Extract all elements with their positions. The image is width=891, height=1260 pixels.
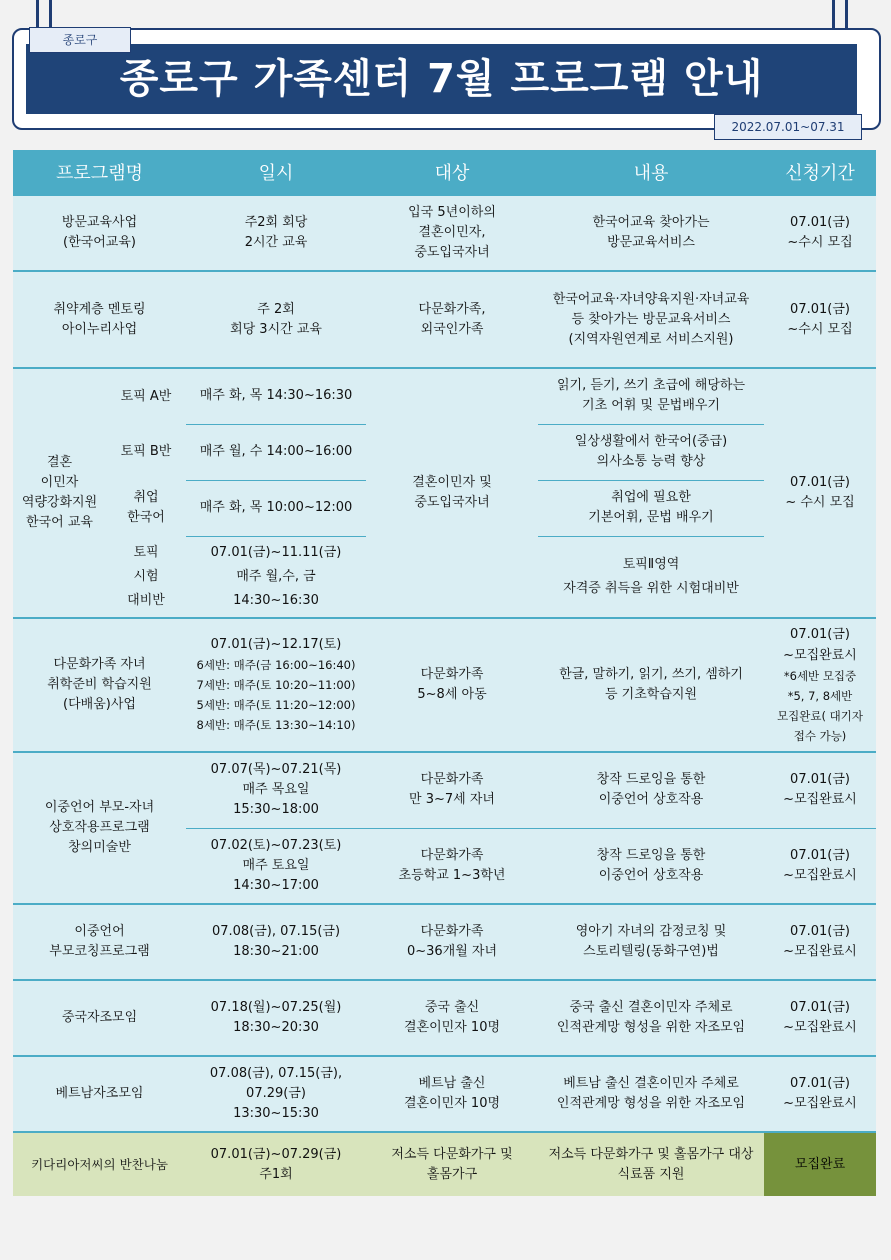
table-row	[13, 271, 876, 368]
program-time: 07.01(금)~11.11(금) 매주 월,수, 금 14:30~16:30	[186, 536, 366, 618]
program-period: 07.01(금) ~모집완료시	[764, 752, 876, 828]
program-time: 주2회 회당 2시간 교육	[186, 195, 366, 271]
col-header-time: 일시	[186, 150, 366, 195]
program-content: 취업에 필요한 기본어휘, 문법 배우기	[538, 480, 764, 536]
col-header-content: 내용	[538, 150, 764, 195]
table-row	[13, 195, 876, 271]
program-content: 창작 드로잉을 통한 이중언어 상호작용	[538, 752, 764, 828]
program-content: 저소득 다문화가구 및 홀몸가구 대상 식료품 지원	[538, 1132, 764, 1196]
program-period: 07.01(금) ~모집완료시 *6세반 모집중 *5, 7, 8세반 모집완료( 대기자 접수 가능)	[764, 618, 876, 752]
table-row	[13, 618, 876, 752]
col-header-name: 프로그램명	[13, 150, 186, 195]
program-target: 저소득 다문화가구 및 홀몸가구	[366, 1132, 538, 1196]
program-target: 다문화가족, 외국인가족	[366, 271, 538, 368]
status-badge: 모집완료	[764, 1132, 876, 1196]
program-time: 주 2회 회당 3시간 교육	[186, 271, 366, 368]
program-period: 07.01(금) ~모집완료시	[764, 980, 876, 1056]
program-name: 이중언어 부모코칭프로그램	[13, 904, 186, 980]
program-target: 다문화가족 0~36개월 자녀	[366, 904, 538, 980]
program-table	[13, 150, 876, 1196]
sub-class-name: 토픽 B반	[106, 424, 186, 480]
program-time: 07.01(금)~12.17(토) 6세반: 매주(금 16:00~16:40) 7세반: 매주(토 10:20~11:00) 5세반: 매주(토 11:20~12:00) 8세반: 매주(토 13:30~14:10)	[186, 618, 366, 752]
program-period: 07.01(금) ~ 수시 모집	[764, 368, 876, 618]
program-time: 07.18(월)~07.25(월) 18:30~20:30	[186, 980, 366, 1056]
program-name: 중국자조모임	[13, 980, 186, 1056]
program-content: 한글, 말하기, 읽기, 쓰기, 셈하기 등 기초학습지원	[538, 618, 764, 752]
program-target: 다문화가족 5~8세 아동	[366, 618, 538, 752]
program-name: 취약계층 멘토링 아이누리사업	[13, 271, 186, 368]
program-time: 매주 화, 목 14:30~16:30	[186, 368, 366, 424]
program-period: 07.01(금) ~모집완료시	[764, 828, 876, 904]
program-target: 베트남 출신 결혼이민자 10명	[366, 1056, 538, 1132]
district-tag: 종로구	[29, 27, 131, 53]
col-header-period: 신청기간	[764, 150, 876, 195]
table-row	[13, 368, 876, 424]
program-target: 중국 출신 결혼이민자 10명	[366, 980, 538, 1056]
program-target: 결혼이민자 및 중도입국자녀	[366, 368, 538, 618]
program-content: 영아기 자녀의 감정코칭 및 스토리텔링(동화구연)법	[538, 904, 764, 980]
program-content: 중국 출신 결혼이민자 주체로 인적관계망 형성을 위한 자조모임	[538, 980, 764, 1056]
program-time: 07.08(금), 07.15(금) 18:30~21:00	[186, 904, 366, 980]
program-name: 방문교육사업 (한국어교육)	[13, 195, 186, 271]
table-row	[13, 752, 876, 828]
table-row	[13, 1056, 876, 1132]
program-content: 토픽Ⅱ영역 자격증 취득을 위한 시험대비반	[538, 536, 764, 618]
program-name: 결혼 이민자 역량강화지원 한국어 교육	[13, 368, 106, 618]
program-content: 베트남 출신 결혼이민자 주체로 인적관계망 형성을 위한 자조모임	[538, 1056, 764, 1132]
program-target: 다문화가족 초등학교 1~3학년	[366, 828, 538, 904]
program-content: 창작 드로잉을 통한 이중언어 상호작용	[538, 828, 764, 904]
table-row	[13, 904, 876, 980]
program-time: 07.08(금), 07.15(금), 07.29(금) 13:30~15:30	[186, 1056, 366, 1132]
program-name: 다문화가족 자녀 취학준비 학습지원 (다배움)사업	[13, 618, 186, 752]
sub-class-name: 토픽 A반	[106, 368, 186, 424]
program-period: 07.01(금) ~수시 모집	[764, 271, 876, 368]
program-name: 베트남자조모임	[13, 1056, 186, 1132]
program-target: 입국 5년이하의 결혼이민자, 중도입국자녀	[366, 195, 538, 271]
program-content: 읽기, 듣기, 쓰기 초급에 해당하는 기초 어휘 및 문법배우기	[538, 368, 764, 424]
col-header-target: 대상	[366, 150, 538, 195]
program-time: 07.01(금)~07.29(금) 주1회	[186, 1132, 366, 1196]
program-period: 07.01(금) ~수시 모집	[764, 195, 876, 271]
program-name: 키다리아저씨의 반찬나눔	[13, 1132, 186, 1196]
program-content: 일상생활에서 한국어(중급) 의사소통 능력 향상	[538, 424, 764, 480]
table-header-row	[13, 150, 876, 195]
program-content: 한국어교육 찾아가는 방문교육서비스	[538, 195, 764, 271]
program-time: 07.07(목)~07.21(목) 매주 목요일 15:30~18:00	[186, 752, 366, 828]
program-content: 한국어교육·자녀양육지원·자녀교육 등 찾아가는 방문교육서비스 (지역자원연계로 서비스지원)	[538, 271, 764, 368]
page-title: 종로구 가족센터 7월 프로그램 안내	[119, 56, 764, 102]
program-target: 다문화가족 만 3~7세 자녀	[366, 752, 538, 828]
sub-class-name: 취업 한국어	[106, 480, 186, 536]
table-row	[13, 980, 876, 1056]
program-period: 07.01(금) ~모집완료시	[764, 904, 876, 980]
table-row	[13, 1132, 876, 1196]
program-time: 07.02(토)~07.23(토) 매주 토요일 14:30~17:00	[186, 828, 366, 904]
program-time: 매주 월, 수 14:00~16:00	[186, 424, 366, 480]
program-name: 이중언어 부모-자녀 상호작용프로그램 창의미술반	[13, 752, 186, 904]
program-period: 07.01(금) ~모집완료시	[764, 1056, 876, 1132]
program-time: 매주 화, 목 10:00~12:00	[186, 480, 366, 536]
period-badge: 2022.07.01~07.31	[714, 114, 862, 140]
sub-class-name: 토픽 시험 대비반	[106, 536, 186, 618]
